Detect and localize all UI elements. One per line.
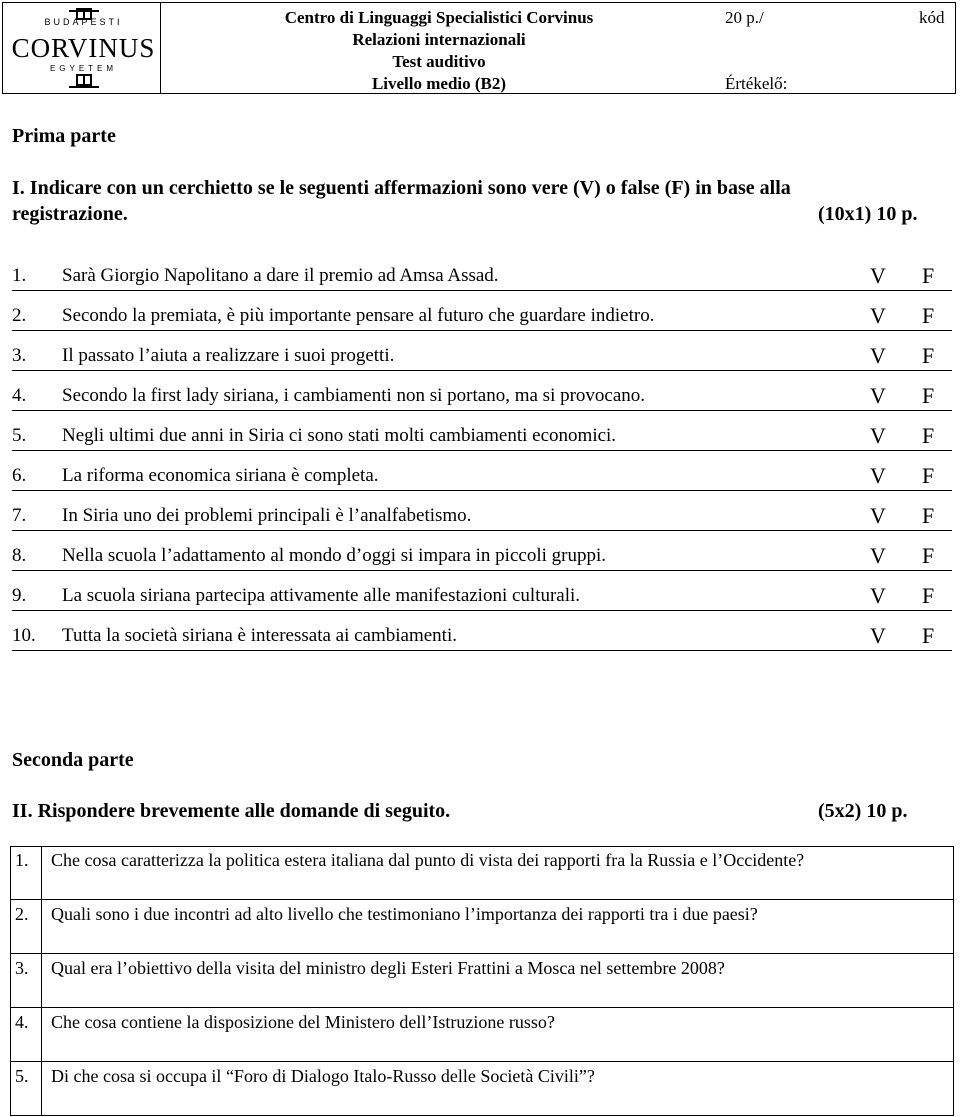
true-option[interactable]: V — [870, 583, 886, 608]
true-option[interactable]: V — [870, 343, 886, 368]
part1-instruction-line2: registrazione. — [12, 203, 128, 225]
tf-item-text: Tutta la società siriana è interessata ai cambiamenti. — [62, 625, 457, 646]
answer-line — [12, 330, 952, 331]
part2-score: (5x2) 10 p. — [818, 800, 908, 822]
part1-title: Prima parte — [12, 125, 116, 147]
false-option[interactable]: F — [922, 583, 935, 608]
answer-line — [12, 650, 952, 651]
tf-item-text: Sarà Giorgio Napolitano a dare il premio ad Amsa Assad. — [62, 265, 499, 286]
question-text: Che cosa caratterizza la politica estera italiana dal punto di vista dei rapporti fra la Russia e l’Occidente? — [51, 850, 805, 870]
logo-top-text: BUDAPESTI — [44, 17, 123, 27]
tf-item-number: 6. — [12, 465, 27, 486]
tf-item-text: Il passato l’aiuta a realizzare i suoi progetti. — [62, 345, 395, 366]
tf-item-text: Negli ultimi due anni in Siria ci sono stati molti cambiamenti economici. — [62, 425, 617, 446]
tf-item — [12, 425, 952, 465]
question-text: Quali sono i due incontri ad alto livello che testimoniano l’importanza dei rapporti tra i due paesi? — [51, 904, 758, 924]
true-option[interactable]: V — [870, 543, 886, 568]
answer-line — [12, 490, 952, 491]
false-option[interactable]: F — [922, 343, 935, 368]
table-row-divider — [11, 899, 953, 900]
tf-item-text: La scuola siriana partecipa attivamente alle manifestazioni culturali. — [62, 585, 581, 606]
false-option[interactable]: F — [922, 503, 935, 528]
part2-instruction: II. Rispondere brevemente alle domande di seguito. — [12, 800, 451, 822]
tf-item — [12, 625, 952, 665]
questions-table — [10, 846, 954, 1116]
part2-title: Seconda parte — [12, 749, 134, 771]
logo-bottom-text: EGYETEM — [49, 64, 118, 73]
tf-item-number: 10. — [12, 625, 36, 646]
false-option[interactable]: F — [922, 303, 935, 328]
header-box — [2, 2, 956, 94]
subject-name: Relazioni internazionali — [352, 30, 526, 49]
tf-item-number: 2. — [12, 305, 27, 326]
false-option[interactable]: F — [922, 383, 935, 408]
table-column-divider — [41, 847, 42, 1115]
tf-item — [12, 585, 952, 625]
false-option[interactable]: F — [922, 543, 935, 568]
part1-score: (10x1) 10 p. — [818, 203, 918, 225]
tf-item-number: 9. — [12, 585, 27, 606]
tf-item-number: 4. — [12, 385, 27, 406]
code-label: kód — [919, 8, 945, 27]
tf-item-text: In Siria uno dei problemi principali è l’analfabetismo. — [62, 505, 472, 526]
test-type: Test auditivo — [392, 52, 486, 71]
tf-item — [12, 385, 952, 425]
question-number: 1. — [15, 850, 29, 870]
corvinus-logo — [11, 7, 156, 91]
logo-main-text: CORVINUS — [11, 33, 156, 63]
tf-item — [12, 465, 952, 505]
true-option[interactable]: V — [870, 623, 886, 648]
question-number: 2. — [15, 904, 29, 924]
tf-item — [12, 345, 952, 385]
answer-line — [12, 450, 952, 451]
tf-item-text: La riforma economica siriana è completa. — [62, 465, 379, 486]
answer-line — [12, 370, 952, 371]
tf-item — [12, 545, 952, 585]
table-row-divider — [11, 1007, 953, 1008]
true-option[interactable]: V — [870, 263, 886, 288]
table-row-divider — [11, 1061, 953, 1062]
answer-line — [12, 610, 952, 611]
tf-item-text: Nella scuola l’adattamento al mondo d’oggi si impara in piccoli gruppi. — [62, 545, 606, 566]
true-option[interactable]: V — [870, 463, 886, 488]
true-option[interactable]: V — [870, 303, 886, 328]
question-number: 4. — [15, 1012, 29, 1032]
question-number: 5. — [15, 1066, 29, 1086]
false-option[interactable]: F — [922, 423, 935, 448]
false-option[interactable]: F — [922, 463, 935, 488]
question-text: Di che cosa si occupa il “Foro di Dialogo Italo-Russo delle Società Civili”? — [51, 1066, 595, 1086]
header-divider — [160, 3, 161, 93]
answer-line — [12, 290, 952, 291]
false-option[interactable]: F — [922, 263, 935, 288]
answer-line — [12, 410, 952, 411]
part1-instruction-line1: I. Indicare con un cerchietto se le seguenti affermazioni sono vere (V) o false (F) in base alla — [12, 177, 791, 199]
answer-line — [12, 530, 952, 531]
tf-item-number: 5. — [12, 425, 27, 446]
tf-item-number: 3. — [12, 345, 27, 366]
tf-item-text: Secondo la first lady siriana, i cambiamenti non si portano, ma si provocano. — [62, 385, 646, 406]
true-option[interactable]: V — [870, 383, 886, 408]
tf-item — [12, 265, 952, 305]
tf-item-number: 1. — [12, 265, 27, 286]
tf-item-number: 7. — [12, 505, 27, 526]
true-option[interactable]: V — [870, 423, 886, 448]
question-text: Qual era l’obiettivo della visita del ministro degli Esteri Frattini a Mosca nel settembre 2008? — [51, 958, 725, 978]
false-option[interactable]: F — [922, 623, 935, 648]
test-level: Livello medio (B2) — [371, 74, 507, 93]
tf-item — [12, 505, 952, 545]
tf-item-text: Secondo la premiata, è più importante pensare al futuro che guardare indietro. — [62, 305, 655, 326]
answer-line — [12, 570, 952, 571]
true-option[interactable]: V — [870, 503, 886, 528]
question-number: 3. — [15, 958, 29, 978]
tf-item — [12, 305, 952, 345]
table-row-divider — [11, 953, 953, 954]
evaluator-label: Értékelő: — [725, 74, 788, 93]
question-text: Che cosa contiene la disposizione del Ministero dell’Istruzione russo? — [51, 1012, 555, 1032]
total-points: 20 p./ — [725, 8, 764, 27]
institute-name: Centro di Linguaggi Specialistici Corvinus — [284, 8, 594, 27]
tf-item-number: 8. — [12, 545, 27, 566]
